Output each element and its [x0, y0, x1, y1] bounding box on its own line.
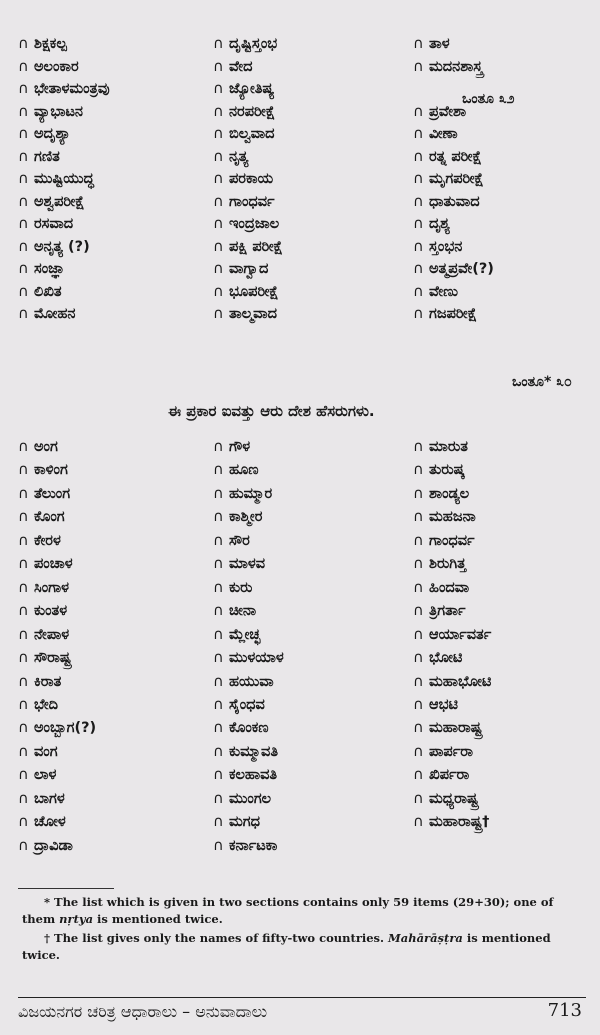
list-item: [413, 717, 578, 740]
bullet-mark: ∩: [413, 216, 424, 232]
list-item-text: ಅನೃತ್ಯ (?): [34, 238, 90, 255]
bullet-mark: ∩: [213, 720, 224, 737]
list-item: [213, 123, 413, 146]
list-item: [413, 303, 578, 326]
bullet-mark: ∩: [18, 485, 29, 502]
bullet-mark: ∩: [213, 743, 224, 760]
bullet-mark: ∩: [18, 283, 29, 300]
list-item: [213, 483, 413, 506]
footnote-2: † The list gives only the names of fifty-two countries. Mahārāṣṭra is mentioned twice.: [22, 931, 551, 962]
list-item-text: ಮಹಾಭೋಟಿ: [429, 673, 492, 690]
bullet-mark: ∩: [213, 193, 224, 210]
list-item-text: ಮಹಜನಾ: [429, 509, 476, 526]
bullet-mark: ∩: [18, 720, 29, 737]
list-item-text: ಗಾಂಧರ್ವ: [429, 532, 475, 549]
bullet-mark: ∩: [18, 58, 29, 75]
list-item: [213, 258, 413, 281]
footnotes: [22, 894, 582, 966]
list-item: [213, 213, 413, 236]
list-item-text: ಕುಂತಳ: [34, 603, 68, 620]
bullet-mark: ∩: [213, 148, 224, 165]
list-item-text: ಪ್ರವೇಶಾ: [429, 103, 467, 120]
list-item: [413, 281, 578, 304]
list-item: [18, 717, 213, 740]
list-item-text: ಬಿಲ್ವವಾದ: [229, 126, 275, 142]
bullet-mark: ∩: [413, 238, 424, 255]
list-item: [18, 506, 213, 529]
list-item: [413, 624, 578, 647]
bullet-mark: ∩: [413, 36, 424, 52]
list-item-text: ತಾಲ್ಮವಾದ: [229, 306, 277, 322]
list-item-text: ಸೈಂಧವ: [229, 696, 265, 713]
list-item: [18, 123, 213, 146]
list-item-text: ಶಾಂಡ್ಯಲ: [429, 485, 470, 502]
bullet-mark: ∩: [213, 650, 224, 667]
list-item: [18, 436, 213, 459]
bullet-mark: ∩: [413, 171, 424, 187]
bullet-mark: ∩: [213, 556, 224, 573]
list-item: [413, 788, 578, 811]
list-item-text: ಕಿರಾತ: [34, 673, 62, 690]
bullet-mark: ∩: [18, 36, 29, 52]
page-number: 713: [547, 1000, 582, 1021]
bullet-mark: ∩: [18, 261, 29, 277]
list-item: [18, 78, 213, 101]
list-item: [213, 33, 413, 56]
list-item: [413, 694, 578, 717]
bullet-mark: ∩: [18, 626, 29, 643]
list-item: [413, 459, 578, 482]
list-item: [413, 146, 578, 169]
list-item: [213, 146, 413, 169]
list-item: [213, 741, 413, 764]
bullet-mark: ∩: [213, 673, 224, 690]
bullet-mark: ∩: [18, 673, 29, 690]
bullet-mark: ∩: [213, 603, 224, 620]
bullet-mark: ∩: [18, 579, 29, 596]
bullet-mark: ∩: [413, 462, 424, 479]
bullet-mark: ∩: [18, 193, 29, 210]
list-item: [18, 168, 213, 191]
list-item-text: ಗಜಪರೀಕ್ಷೆ: [429, 306, 478, 322]
list-item-text: ಚೀನಾ: [229, 603, 257, 620]
list-item: [18, 33, 213, 56]
list-item-text: ಮ್ಲೇಚ್ಛ: [229, 626, 261, 643]
list-item: [18, 553, 213, 576]
list-item: [18, 577, 213, 600]
list-item-text: ಕರ್ನಾಟಕಾ: [229, 837, 278, 854]
list-item-text: ಕುಮ್ಮಾವತಿ: [229, 743, 279, 760]
list-item: [213, 168, 413, 191]
bullet-mark: ∩: [213, 238, 224, 255]
list-item: [413, 835, 578, 858]
list-item: [213, 717, 413, 740]
list-item: [213, 811, 413, 834]
list-item-text: ಭೇತಾಳಮಂತ್ರವು: [34, 81, 110, 97]
bullet-mark: ∩: [18, 603, 29, 620]
list-item: [213, 671, 413, 694]
list-item-text: ವ್ಯಾಭಾಟನ: [34, 103, 83, 120]
bullet-mark: ∩: [213, 283, 224, 300]
bullet-mark: ∩: [213, 58, 224, 75]
list-item: [413, 33, 578, 56]
list-item-text: ಪರಕಾಯ: [229, 171, 274, 187]
list-item-text: ಮುಷ್ಟಿಯುದ್ಧ: [34, 171, 94, 187]
list-item-text: ಮಾರುತ: [429, 439, 468, 455]
list-item-text: ರತ್ನ ಪರೀಕ್ಷೆ: [429, 148, 482, 165]
list-item: [18, 764, 213, 787]
list-item: [18, 459, 213, 482]
list-item: [18, 647, 213, 670]
countries-heading: ಈ ಪ್ರಕಾರ ಐವತ್ತು ಆರು ದೇಶ ಹೆಸರುಗಳು.: [168, 402, 375, 420]
bullet-mark: ∩: [18, 148, 29, 165]
bullet-mark: ∩: [413, 790, 424, 807]
bullet-mark: ∩: [413, 485, 424, 502]
bullet-mark: ∩: [413, 767, 424, 784]
section-total-a: ಒಂತೂ ೩೨: [462, 91, 515, 107]
bullet-mark: ∩: [213, 306, 224, 322]
bullet-mark: ∩: [18, 532, 29, 549]
list-item: [18, 146, 213, 169]
list-item-text: ಭೇದಿ: [34, 696, 59, 713]
bullet-mark: ∩: [413, 103, 424, 120]
list-item-text: ಅತ್ಮಪ್ರವೇ(?): [429, 261, 494, 277]
footnote-1: * The list which is given in two sections contains only 59 items (29+30); one of them nṛtya is mentioned twice.: [22, 895, 554, 926]
list-item: [18, 835, 213, 858]
list-item: [18, 281, 213, 304]
list-item: [18, 191, 213, 214]
footnote-rule: [18, 888, 114, 889]
list-item-text: ಮಹಾರಾಷ್ಟ್ರ: [429, 720, 483, 737]
bullet-mark: ∩: [18, 103, 29, 120]
list-item: [413, 191, 578, 214]
list-item: [18, 303, 213, 326]
list-item: [18, 671, 213, 694]
bullet-mark: ∩: [213, 626, 224, 643]
list-item-text: ಖಿರ್ಪರಾ: [429, 767, 470, 784]
bullet-mark: ∩: [413, 743, 424, 760]
countries-list: [18, 436, 578, 858]
bullet-mark: ∩: [18, 306, 29, 322]
list-item-text: ಹುಮ್ಮಾರ: [229, 485, 273, 502]
bullet-mark: ∩: [213, 579, 224, 596]
bullet-mark: ∩: [413, 626, 424, 643]
section-total-b: ಒಂತೂ* ೩೦: [512, 374, 572, 390]
list-item: [413, 258, 578, 281]
bullet-mark: ∩: [18, 439, 29, 455]
bullet-mark: ∩: [213, 261, 224, 277]
bullet-mark: ∩: [413, 556, 424, 573]
list-item: [213, 624, 413, 647]
list-item: [213, 835, 413, 858]
bullet-mark: ∩: [413, 193, 424, 210]
list-item-text: ಅಂಗ: [34, 439, 58, 455]
list-item-text: ಮುಂಗಲ: [229, 790, 272, 807]
list-item-text: ಲಿಖಿತ: [34, 283, 62, 300]
list-item-text: ಮದನಶಾಸ್ತ್ರ: [429, 58, 483, 75]
list-item-text: ಕೊಂಕಣ: [229, 720, 269, 737]
list-item-text: ಶಿಕ್ಷಕಲ್ಪ: [34, 36, 67, 52]
list-item-text: ಕೇರಳ: [34, 532, 61, 549]
list-item-text: ವೇಣು: [429, 283, 458, 300]
list-item: [18, 600, 213, 623]
list-item-text: ಸೌರ: [229, 532, 250, 549]
list-item: [413, 741, 578, 764]
running-footer-title: ವಿಜಯನಗರ ಚರಿತ್ರ ಆಧಾರಾಲು – ಅನುವಾದಾಲು: [18, 1002, 268, 1021]
list-item-text: ನೃತ್ಯ: [229, 148, 249, 165]
list-item: [18, 213, 213, 236]
bullet-mark: ∩: [413, 650, 424, 667]
list-item-text: ಅದೃಶ್ಯಾ: [34, 126, 71, 142]
list-item-text: ಮುಳಯಾಳ: [229, 650, 284, 667]
list-item: [18, 101, 213, 124]
bullet-mark: ∩: [413, 696, 424, 713]
arts-list: [18, 33, 578, 326]
list-item: [413, 530, 578, 553]
bullet-mark: ∩: [213, 103, 224, 120]
list-item-text: ಸೌರಾಷ್ಟ್ರ: [34, 650, 72, 667]
list-item-text: ಚೋಳ: [34, 814, 66, 831]
list-item-text: ವೀಣಾ: [429, 126, 458, 142]
list-item: [18, 624, 213, 647]
list-item-text: ಮೃಗಪರೀಕ್ಷೆ: [429, 171, 484, 187]
list-item: [413, 553, 578, 576]
list-item-text: ತುರುಷ್ಕ: [429, 462, 465, 479]
bullet-mark: ∩: [213, 439, 224, 455]
bullet-mark: ∩: [213, 171, 224, 187]
list-item-text: ಭೂಪರೀಕ್ಷೆ: [229, 283, 279, 300]
list-item: [213, 647, 413, 670]
list-item-text: ಶಿರುಗಿತ್ತ: [429, 556, 467, 573]
footer-rule: [18, 997, 586, 998]
list-item: [213, 281, 413, 304]
list-item-text: ಮೋಹನ: [34, 306, 76, 322]
list-item: [18, 788, 213, 811]
bullet-mark: ∩: [213, 462, 224, 479]
bullet-mark: ∩: [18, 462, 29, 479]
list-item: [413, 600, 578, 623]
list-item: [413, 577, 578, 600]
list-item-text: ಕಾಶ್ಮೀರ: [229, 509, 263, 526]
list-item: [413, 483, 578, 506]
bullet-mark: ∩: [413, 579, 424, 596]
list-item-text: ವೇದ: [229, 58, 253, 75]
list-item: [18, 483, 213, 506]
list-item-text: ತಾಳ: [429, 36, 450, 52]
bullet-mark: ∩: [413, 148, 424, 165]
list-item-text: ಇಂದ್ರಜಾಲ: [229, 216, 280, 232]
list-item-text: ಗೌಳ: [229, 439, 251, 455]
list-item: [413, 123, 578, 146]
bullet-mark: ∩: [413, 720, 424, 737]
list-item: [213, 764, 413, 787]
list-item-text: ಅಲಂಕಾರ: [34, 58, 79, 75]
list-item-text: ಸಿಂಗಾಳ: [34, 579, 69, 596]
bullet-mark: ∩: [18, 81, 29, 97]
bullet-mark: ∩: [413, 283, 424, 300]
list-item-text: ಕಲಹಾವತಿ: [229, 767, 278, 784]
list-item: [213, 56, 413, 79]
bullet-mark: ∩: [18, 814, 29, 831]
list-item-text: ದೃಷ್ಟಿಸ್ತಂಭ: [229, 36, 278, 52]
bullet-mark: ∩: [413, 126, 424, 142]
list-item: [213, 506, 413, 529]
list-item: [213, 236, 413, 259]
list-item-text: ಕೊಂಗ: [34, 509, 65, 526]
bullet-mark: ∩: [18, 556, 29, 573]
bullet-mark: ∩: [18, 216, 29, 232]
list-item-text: ಲಾಳ: [34, 767, 57, 784]
list-item-text: ಕುರು: [229, 579, 253, 596]
bullet-mark: ∩: [213, 36, 224, 52]
bullet-mark: ∩: [213, 216, 224, 232]
list-item-text: ಪಾರ್ಪರಾ: [429, 743, 474, 760]
list-item-text: ತ್ರಿಗರ್ತಾ: [429, 603, 466, 620]
list-item-text: ತೆಲುಂಗ: [34, 485, 71, 502]
bullet-mark: ∩: [213, 532, 224, 549]
list-item-text: ನೇಪಾಳ: [34, 626, 70, 643]
bullet-mark: ∩: [18, 126, 29, 142]
list-item: [213, 553, 413, 576]
bullet-mark: ∩: [18, 837, 29, 854]
list-item-text: ಭೋಟಿ: [429, 650, 463, 667]
bullet-mark: ∩: [18, 696, 29, 713]
bullet-mark: ∩: [413, 509, 424, 526]
list-item-text: ಮಧ್ಯರಾಷ್ಟ್ರ: [429, 790, 479, 807]
list-item: [413, 647, 578, 670]
list-item-text: ಸಂಜ್ಞಾ: [34, 261, 66, 277]
bullet-mark: ∩: [413, 439, 424, 455]
bullet-mark: ∩: [18, 509, 29, 526]
bullet-mark: ∩: [213, 126, 224, 142]
bullet-mark: ∩: [213, 814, 224, 831]
list-item: [213, 459, 413, 482]
list-item-text: ನರಪರೀಕ್ಷೆ: [229, 103, 276, 120]
bullet-mark: ∩: [413, 261, 424, 277]
list-item: [213, 78, 413, 101]
bullet-mark: ∩: [213, 790, 224, 807]
list-item-text: ಗಣಿತ: [34, 148, 60, 165]
list-item: [413, 236, 578, 259]
list-item: [18, 811, 213, 834]
list-item: [413, 213, 578, 236]
list-item-text: ಅಶ್ವಪರೀಕ್ಷೆ: [34, 193, 85, 210]
list-item-text: ಬಾಗಳ: [34, 790, 65, 807]
list-item-text: ಹೂಣ: [229, 462, 259, 479]
list-item: [413, 168, 578, 191]
list-item-text: ಧಾತುವಾದ: [429, 193, 480, 210]
list-item-text: ಕಾಳಿಂಗ: [34, 462, 68, 479]
bullet-mark: ∩: [213, 696, 224, 713]
list-item: [213, 530, 413, 553]
list-item: [213, 436, 413, 459]
bullet-mark: ∩: [213, 81, 224, 97]
list-item-text: ಹಿಂದವಾ: [429, 579, 470, 596]
list-item: [413, 764, 578, 787]
list-item: [18, 530, 213, 553]
bullet-mark: ∩: [18, 650, 29, 667]
bullet-mark: ∩: [18, 238, 29, 255]
bullet-mark: ∩: [18, 790, 29, 807]
list-item-text: ಮಹಾರಾಷ್ಟ್ರ†: [429, 814, 490, 831]
list-item: [18, 258, 213, 281]
bullet-mark: ∩: [213, 485, 224, 502]
bullet-mark: ∩: [413, 58, 424, 75]
list-item: [213, 788, 413, 811]
bullet-mark: ∩: [413, 532, 424, 549]
list-item: [213, 694, 413, 717]
list-item-text: ಪಕ್ಷಿ ಪರೀಕ್ಷೆ: [229, 238, 283, 255]
bullet-mark: ∩: [413, 814, 424, 831]
list-item-text: ಆರ್ಯಾವರ್ತ: [429, 626, 492, 643]
list-item: [413, 506, 578, 529]
bullet-mark: ∩: [413, 673, 424, 690]
list-item: [18, 741, 213, 764]
list-item-text: ಅಂಬ್ಬಾಗ(?): [34, 720, 97, 737]
list-item: [213, 600, 413, 623]
bullet-mark: ∩: [18, 171, 29, 187]
list-item-text: ದ್ರಾವಿಡಾ: [34, 837, 73, 854]
list-item: [18, 694, 213, 717]
list-item: [413, 56, 578, 79]
list-item-text: ಜ್ಯೋತಿಷ್ಯ: [229, 81, 275, 97]
list-item: [213, 191, 413, 214]
list-item-text: ಗಾಂಧರ್ವ: [229, 193, 275, 210]
list-item-text: ಸ್ತಂಭನ: [429, 238, 463, 255]
list-item-text: ದೃಶ್ಯ: [429, 216, 451, 232]
list-item-text: ಪಂಚಾಳ: [34, 556, 73, 573]
bullet-mark: ∩: [413, 603, 424, 620]
bullet-mark: ∩: [213, 767, 224, 784]
list-item-text: ಮಗಧ: [229, 814, 261, 831]
list-item-text: ವಾಗ್ವಾದ: [229, 261, 269, 277]
list-item-text: ಮಾಳವ: [229, 556, 266, 573]
bullet-mark: ∩: [413, 306, 424, 322]
list-item: [18, 56, 213, 79]
list-item: [213, 101, 413, 124]
list-item-text: ಹಯುವಾ: [229, 673, 274, 690]
list-item: [413, 811, 578, 834]
bullet-mark: ∩: [18, 743, 29, 760]
list-item: [213, 577, 413, 600]
bullet-mark: ∩: [213, 509, 224, 526]
list-item-text: ಆಭಟಿ: [429, 696, 458, 713]
list-item: [413, 671, 578, 694]
bullet-mark: ∩: [18, 767, 29, 784]
list-item: [18, 236, 213, 259]
list-item-text: ವಂಗ: [34, 743, 58, 760]
list-item: [213, 303, 413, 326]
list-item-text: ರಸವಾದ: [34, 216, 74, 232]
bullet-mark: ∩: [213, 837, 224, 854]
list-item: [413, 436, 578, 459]
